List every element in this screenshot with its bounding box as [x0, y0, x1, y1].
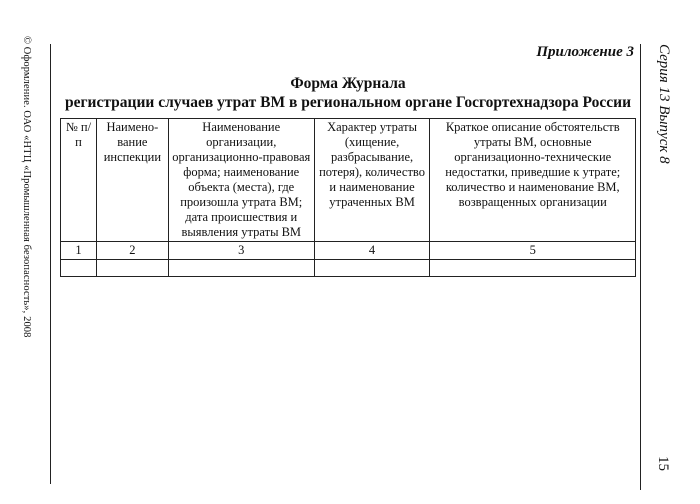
header-cell-loss-nature: Характер утраты (хищение, разбрасывание, потеря), количество и наименование утраченных ВМ	[314, 119, 430, 242]
copyright-text: © Оформление. ОАО «НТЦ «Промышленная безопасность», 2008	[21, 36, 32, 338]
title-line-1: Форма Журнала	[290, 75, 406, 92]
appendix-label: Приложение 3	[536, 44, 634, 60]
column-number-cell: 2	[96, 242, 168, 260]
column-number-cell: 3	[168, 242, 314, 260]
header-cell-description: Краткое описание обстоятельств утраты ВМ, основные организационно-технические недостатки, приведшие к утрате; количество и наименование ВМ, возвращенных организации	[430, 119, 636, 242]
column-number-cell: 4	[314, 242, 430, 260]
empty-row	[61, 260, 636, 277]
empty-cell	[168, 260, 314, 277]
left-margin-rule	[50, 44, 51, 484]
header-cell-organization: Наименование организации, организационно-правовая форма; наименование объекта (места), где произошла утрата ВМ; дата происшествия и выявления утраты ВМ	[168, 119, 314, 242]
table-header-row	[61, 119, 636, 242]
column-number-cell: 5	[430, 242, 636, 260]
header-cell-number: № п/п	[61, 119, 97, 242]
empty-cell	[96, 260, 168, 277]
copyright-margin	[21, 36, 48, 386]
header-cell-inspection: Наимено-вание инспекции	[96, 119, 168, 242]
journal-form-table	[60, 118, 636, 277]
column-number-cell: 1	[61, 242, 97, 260]
series-label: Серия 13 Выпуск 8	[656, 44, 672, 164]
page-number: 15	[655, 456, 671, 471]
title-line-2: регистрации случаев утрат ВМ в региональном органе Госгортехнадзора России	[65, 94, 631, 111]
document-title	[60, 74, 636, 112]
empty-cell	[61, 260, 97, 277]
right-margin-rule	[640, 44, 641, 490]
empty-cell	[314, 260, 430, 277]
column-number-row	[61, 242, 636, 260]
empty-cell	[430, 260, 636, 277]
